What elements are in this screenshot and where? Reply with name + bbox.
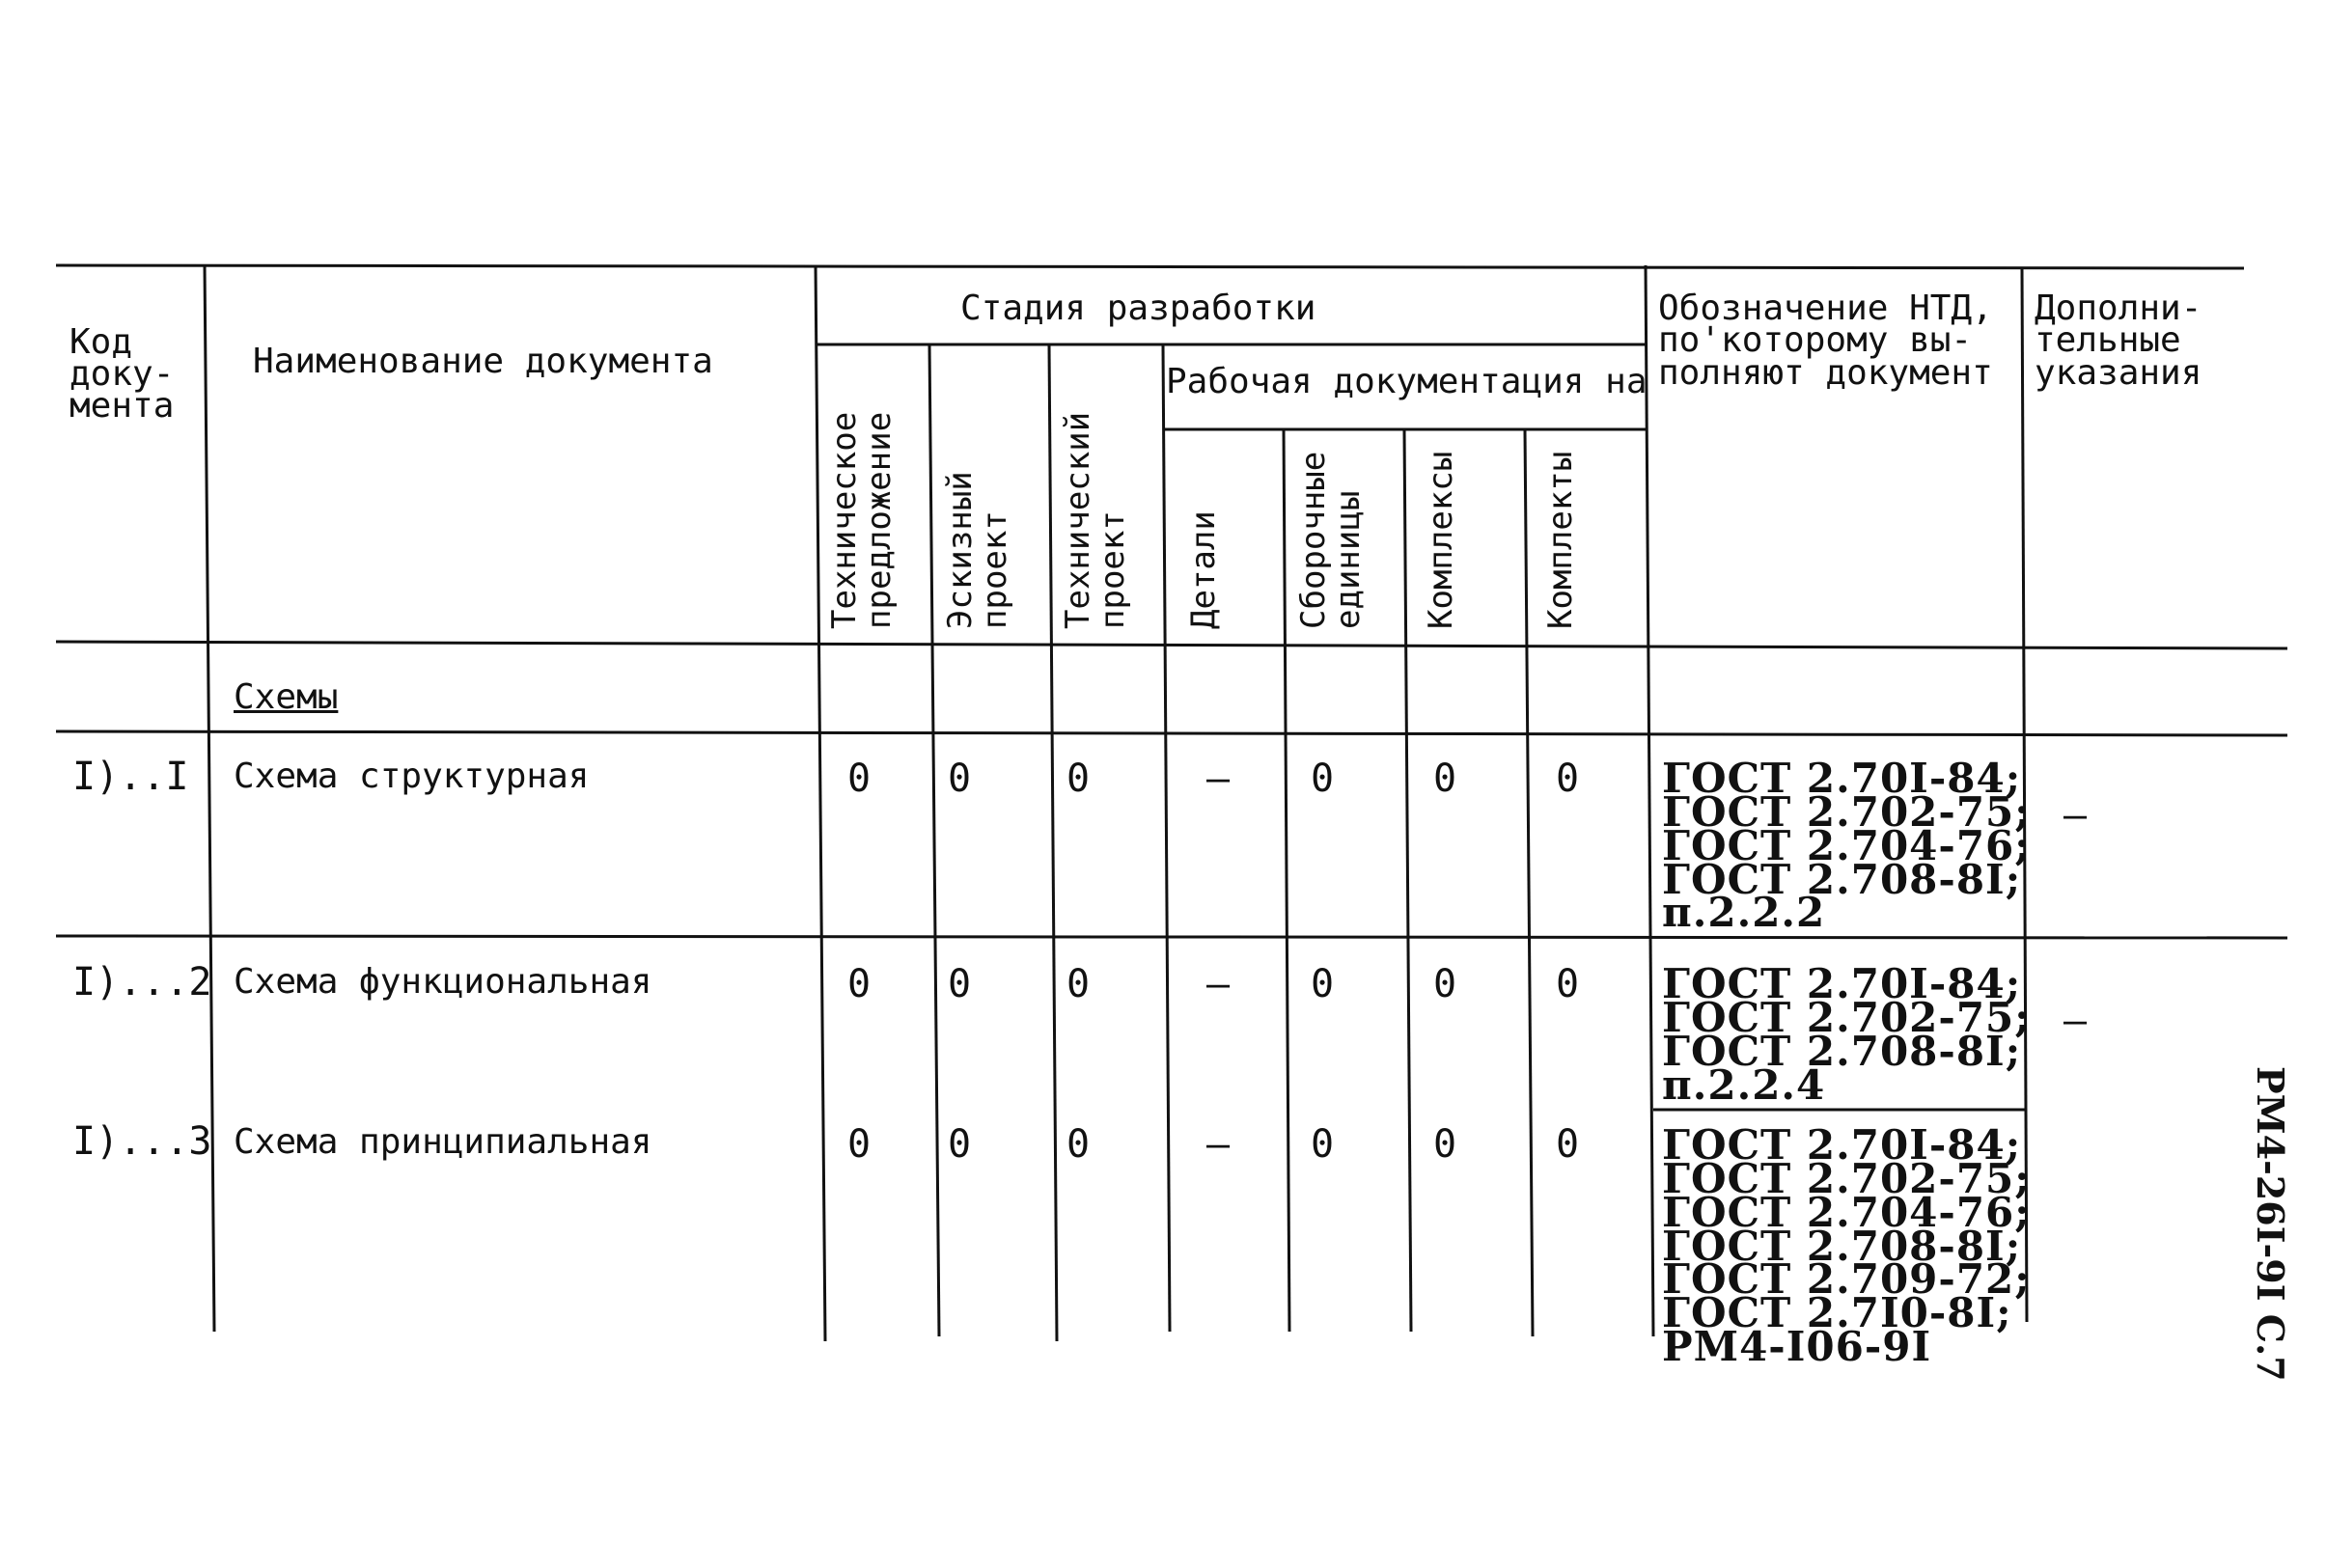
cell-ntd: ГОСТ 2.70I-84; ГОСТ 2.702-75; ГОСТ 2.708-8I; п.2.2.4 (1662, 960, 2031, 1109)
header-parts: Детали (1184, 510, 1223, 629)
cell-tech-project: 0 (1066, 962, 1091, 1006)
cell-sketch-project: 0 (948, 756, 972, 801)
header-tech-proposal: Техническое предложение (825, 411, 899, 629)
header-code: Код доку- мента (69, 322, 175, 426)
row-name: Схема структурная (234, 756, 590, 796)
cell-kits: 0 (1556, 962, 1580, 1006)
header-complexes: Комплексы (1422, 451, 1460, 629)
row-code: I)...3 (72, 1119, 212, 1164)
cell-complexes: 0 (1433, 1122, 1457, 1167)
header-kits: Комплекты (1541, 451, 1580, 629)
header-sketch-project: Эскизный проект (941, 471, 1014, 629)
header-stage: Стадия разработки (960, 289, 1316, 328)
cell-tech-project: 0 (1066, 1122, 1091, 1167)
row-name: Схема принципиальная (234, 1122, 652, 1162)
cell-kits: 0 (1556, 756, 1580, 801)
cell-ntd: ГОСТ 2.70I-84; ГОСТ 2.702-75; ГОСТ 2.704-76; ГОСТ 2.708-8I; ГОСТ 2.709-72; ГОСТ 2.7I0-8I; РМ4-I06-9I (1662, 1121, 2031, 1371)
section-title: Схемы (234, 677, 339, 717)
cell-ntd: ГОСТ 2.70I-84; ГОСТ 2.702-75; ГОСТ 2.704-76; ГОСТ 2.708-8I; п.2.2.2 (1662, 755, 2031, 937)
row-name: Схема функциональная (234, 962, 652, 1002)
header-notes: Дополни- тельные указания (2035, 289, 2202, 393)
header-assembly-units: Сборочные единицы (1294, 451, 1368, 629)
cell-tech-project: 0 (1066, 756, 1091, 801)
header-ntd: Обозначение НТД, по'которому вы- полняют документ (1658, 289, 1993, 393)
cell-parts: – (1206, 962, 1231, 1006)
cell-complexes: 0 (1433, 756, 1457, 801)
cell-parts: – (1206, 1122, 1231, 1167)
cell-notes: – (2063, 999, 2088, 1043)
cell-sketch-project: 0 (948, 1122, 972, 1167)
cell-notes: – (2063, 793, 2088, 838)
cell-tech-proposal: 0 (847, 962, 872, 1006)
cell-assembly-units: 0 (1311, 756, 1335, 801)
cell-kits: 0 (1556, 1122, 1580, 1167)
side-document-code: РМ4-26I-9I С.7 (2249, 1066, 2292, 1382)
cell-assembly-units: 0 (1311, 962, 1335, 1006)
cell-complexes: 0 (1433, 962, 1457, 1006)
header-working-docs: Рабочая документация на (1166, 362, 1648, 401)
cell-assembly-units: 0 (1311, 1122, 1335, 1167)
cell-tech-proposal: 0 (847, 756, 872, 801)
cell-tech-proposal: 0 (847, 1122, 872, 1167)
header-tech-project: Технический проект (1059, 411, 1132, 629)
row-code: I)..I (72, 755, 189, 799)
header-document-name: Наименование документа (253, 342, 713, 381)
row-code: I)...2 (72, 960, 212, 1004)
cell-sketch-project: 0 (948, 962, 972, 1006)
cell-parts: – (1206, 756, 1231, 801)
